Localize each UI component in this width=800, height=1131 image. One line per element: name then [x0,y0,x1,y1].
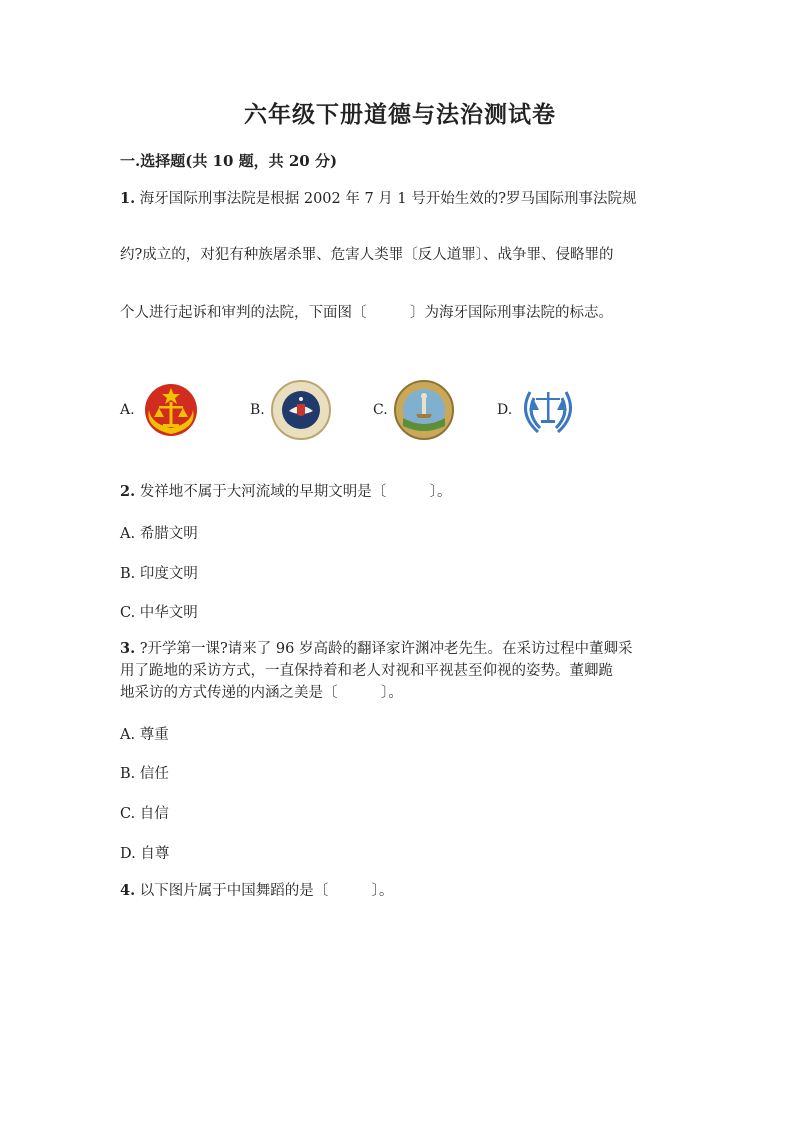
question-1-line-3: 个人进行起诉和审判的法院，下面图〔 〕为海牙国际刑事法院的标志。 [120,305,613,321]
question-2: 2. 发祥地不属于大河流域的早期文明是〔 〕。 [120,483,452,500]
option-b[interactable]: B. 信任 [120,766,169,782]
option-d[interactable]: D. 自尊 [120,846,170,862]
option-c[interactable] [373,378,456,442]
section-heading: 一.选择题(共 10 题，共 20 分) [120,152,338,170]
option-label: D. [497,402,513,418]
icc-seal-icon [392,378,456,442]
page-title: 六年级下册道德与法治测试卷 [244,101,556,128]
un-scales-icon [516,378,580,442]
option-c[interactable]: C. 自信 [120,806,169,822]
option-b[interactable]: B. 印度文明 [120,566,198,582]
question-number: 3. [120,640,136,657]
question-number: 2. [120,483,136,500]
presidential-seal-icon [269,378,333,442]
option-a[interactable]: A. 尊重 [120,727,169,743]
option-a[interactable]: A. 希腊文明 [120,526,198,542]
option-label: A. [120,402,135,418]
question-1-line-2: 约?成立的，对犯有种族屠杀罪、危害人类罪〔反人道罪〕、战争罪、侵略罪的 [120,247,614,263]
option-label: B. [250,402,265,418]
question-1-line-1: 1. 海牙国际刑事法院是根据 2002 年 7 月 1 号开始生效的?罗马国际刑事法院规 [120,190,637,207]
question-number: 1. [120,190,136,207]
option-d[interactable] [497,378,580,442]
question-4: 4. 以下图片属于中国舞蹈的是〔 〕。 [120,882,394,899]
option-b[interactable] [250,378,333,442]
option-a[interactable] [120,378,203,442]
question-3-line-1: 3. ?开学第一课?请来了 96 岁高龄的翻译家许渊冲老先生。在采访过程中董卿采 [120,640,633,657]
option-c[interactable]: C. 中华文明 [120,605,198,621]
question-number: 4. [120,882,136,899]
question-3-line-2: 用了跪地的采访方式，一直保持着和老人对视和平视甚至仰视的姿势。董卿跪 [120,663,613,679]
question-3-line-3: 地采访的方式传递的内涵之美是〔 〕。 [120,685,403,701]
option-label: C. [373,402,388,418]
china-court-emblem-icon [139,378,203,442]
